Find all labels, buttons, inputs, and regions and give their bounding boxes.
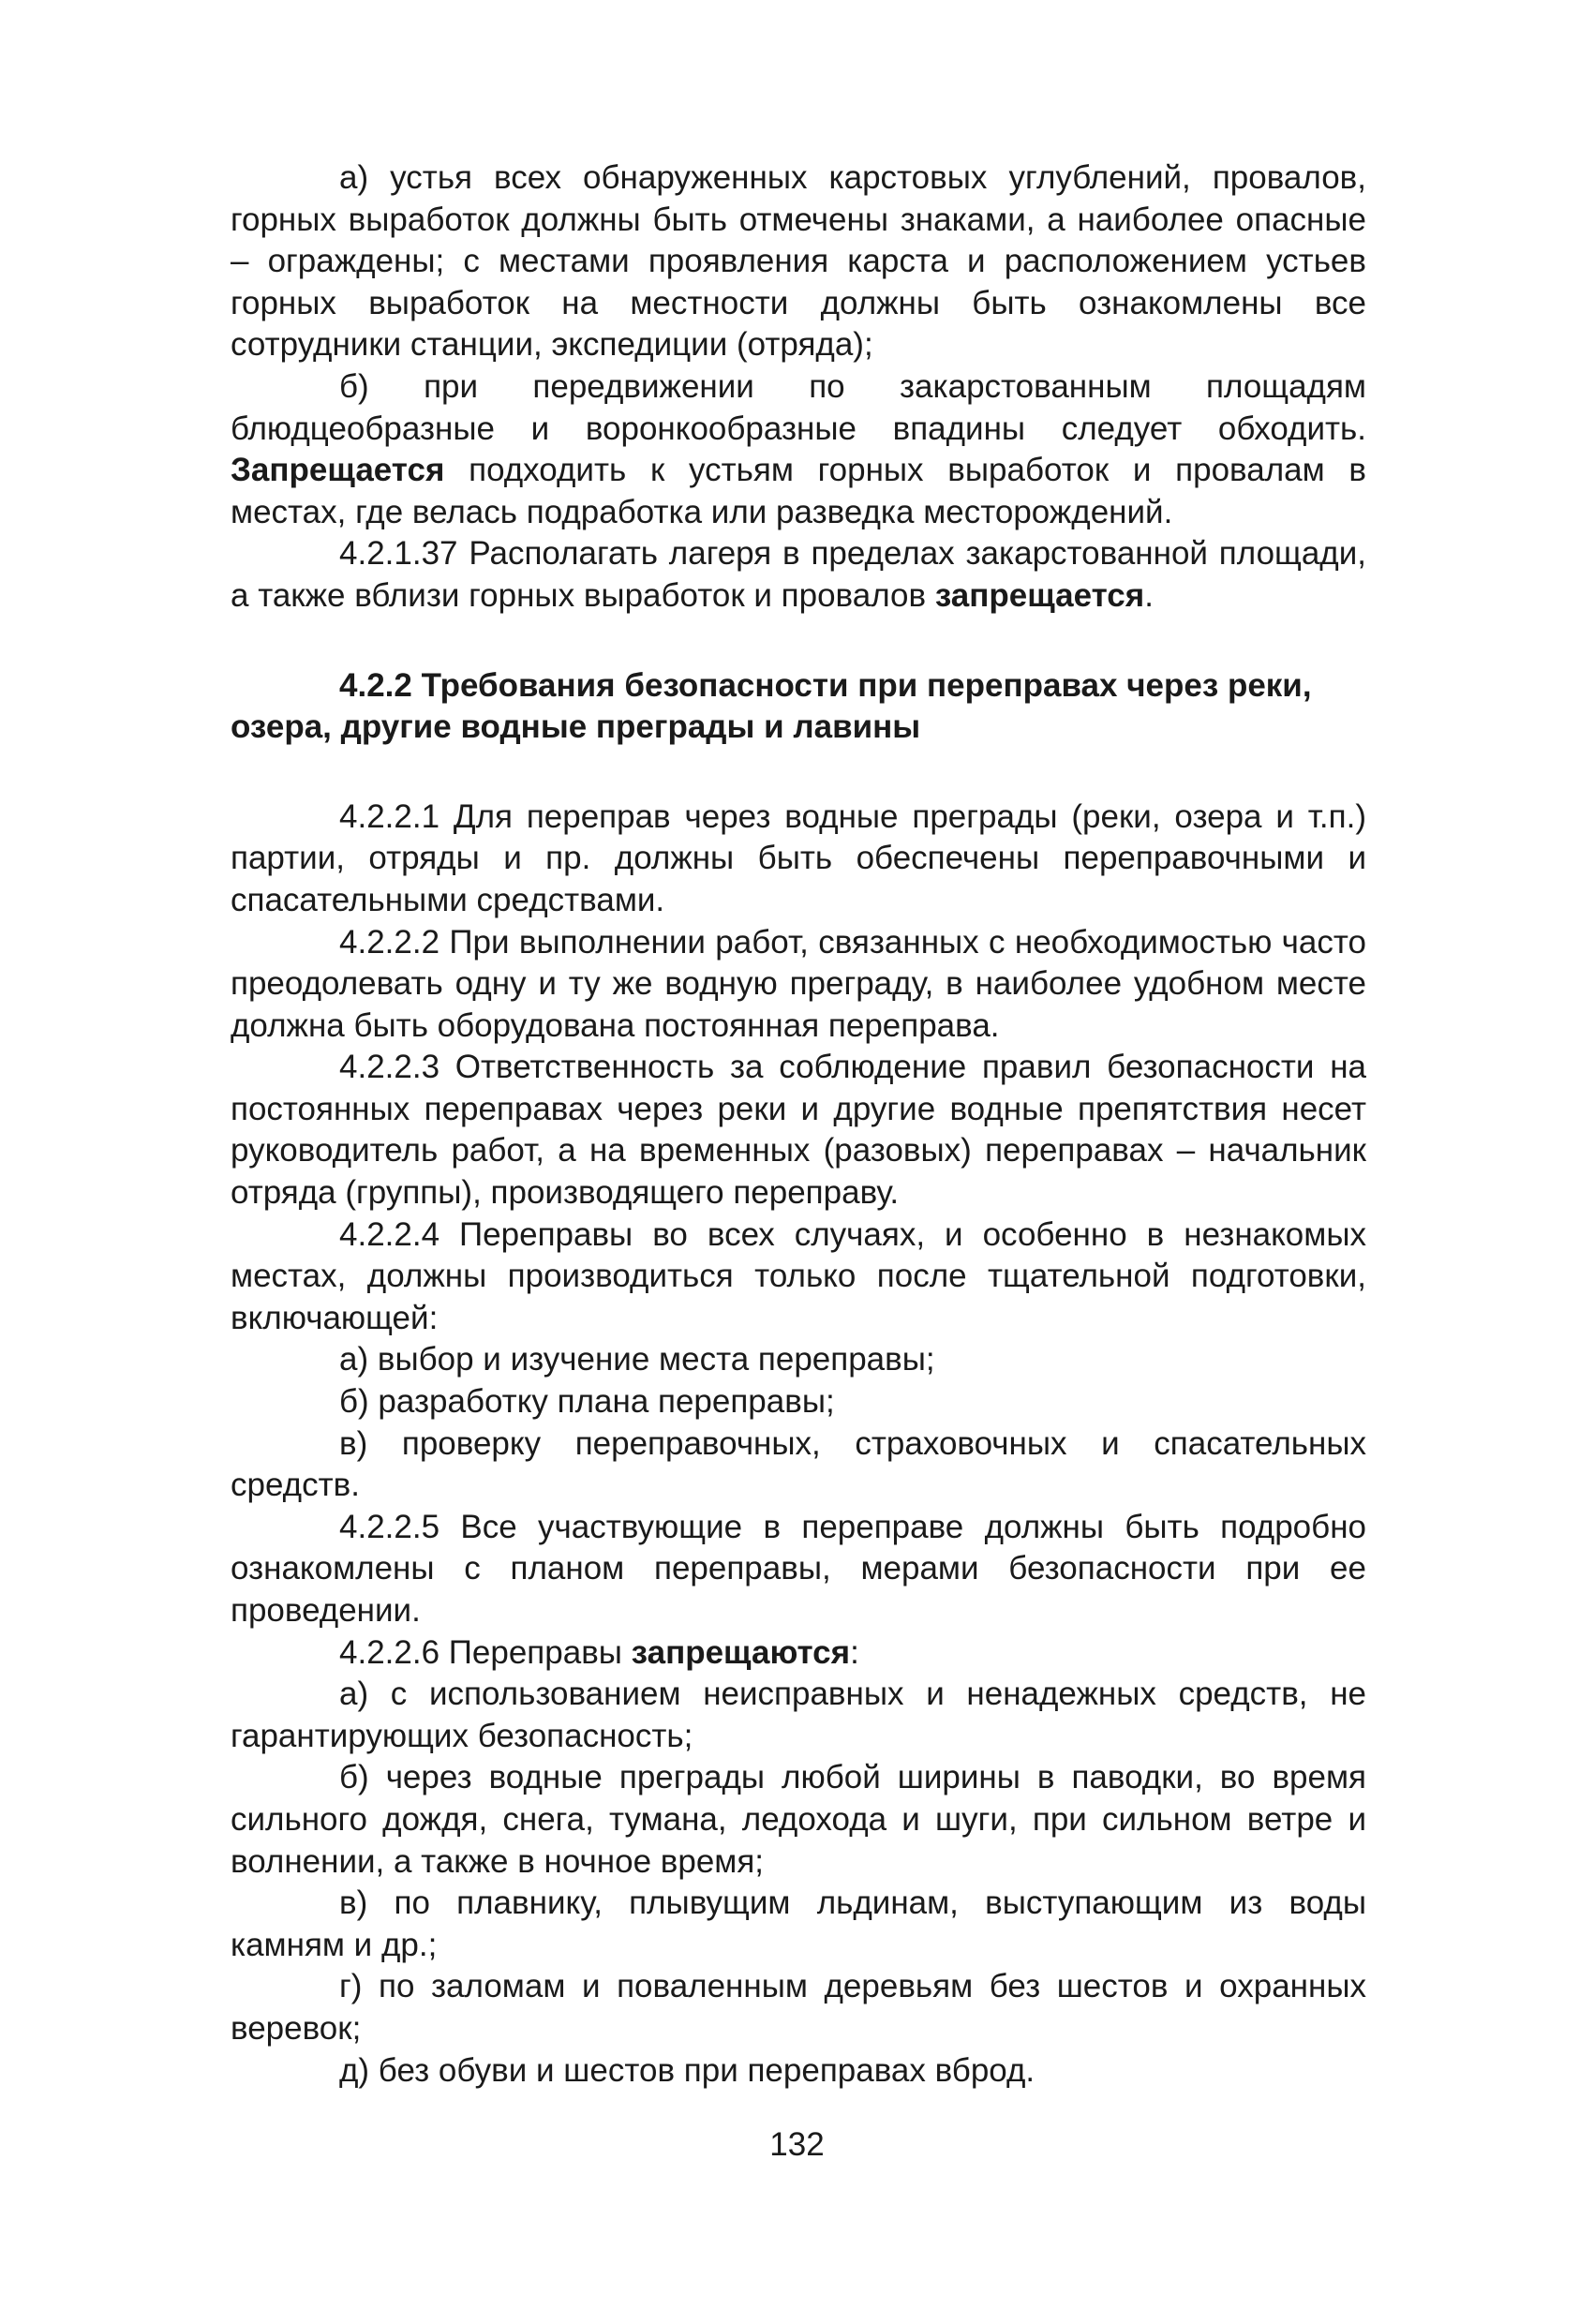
paragraph-4-2-2-6: 4.2.2.6 Переправы запрещаются: xyxy=(339,1633,859,1671)
paragraph-karst-b: б) при передвижении по закарстованным площадям блюдцеобразные и воронкообразные впадины следует обходить. Запрещается подходить к устьям горных выработок и провалам в местах, где велась подработка или разведка месторождений. xyxy=(231,367,1366,530)
emphasis-forbidden: Запрещается xyxy=(231,452,445,489)
paragraph-4-2-2-1: 4.2.2.1 Для переправ через водные преграды (реки, озера и т.п.) партии, отряды и пр. должны быть обеспечены переправочными и спасательными средствами. xyxy=(231,797,1366,918)
paragraph-4-2-1-37: 4.2.1.37 Располагать лагеря в пределах закарстованной площади, а также вблизи горных выработок и провалов запрещается. xyxy=(231,535,1366,614)
document-page xyxy=(231,157,1366,2092)
list-item-b-weather: б) через водные преграды любой ширины в паводки, во время сильного дождя, снега, тумана, ледохода и шуги, при сильном ветре и волнении, а также в ночное время; xyxy=(231,1759,1366,1880)
list-item-a-faulty: а) с использованием неисправных и ненадежных средств, не гарантирующих безопасность; xyxy=(231,1676,1366,1754)
paragraph-4-2-2-2: 4.2.2.2 При выполнении работ, связанных с необходимостью часто преодолевать одну и ту же водную преграду, в наиболее удобном месте должна быть оборудована постоянная переправа. xyxy=(231,923,1366,1044)
list-item-v-check: в) проверку переправочных, страховочных и спасательных средств. xyxy=(231,1424,1366,1504)
paragraph-4-2-2-5: 4.2.2.5 Все участвующие в переправе должны быть подробно ознакомлены с планом переправы, мерами безопасности при ее проведении. xyxy=(231,1508,1366,1629)
paragraph-karst-a: а) устья всех обнаруженных карстовых углублений, провалов, горных выработок должны быть отмечены знаками, а наиболее опасные – ограждены; с местами проявления карста и расположением устьев горных выработок на местности должны быть ознакомлены все сотрудники станции, экспедиции (отряда); xyxy=(231,159,1366,364)
list-item-d-ford: д) без обуви и шестов при переправах вброд. xyxy=(339,2051,1035,2089)
list-item-b-plan: б) разработку плана переправы; xyxy=(339,1383,835,1421)
emphasis-forbidden: запрещаются xyxy=(631,1633,851,1671)
paragraph-4-2-2-4: 4.2.2.4 Переправы во всех случаях, и особенно в незнакомых местах, должны производиться только после тщательной подготовки, включающей: xyxy=(231,1215,1366,1336)
list-item-g-logs: г) по заломам и поваленным деревьям без шестов и охранных веревок; xyxy=(231,1968,1366,2047)
list-item-a-site: а) выбор и изучение места переправы; xyxy=(339,1341,935,1378)
paragraph-4-2-2-3: 4.2.2.3 Ответственность за соблюдение правил безопасности на постоянных переправах через реки и другие водные препятствия несет руководитель работ, а на временных (разовых) переправах – начальник отряда (группы), производящего переправу. xyxy=(231,1049,1366,1212)
section-heading-4-2-2: 4.2.2 Требования безопасности при переправах через реки, озера, другие водные преграды и лавины xyxy=(231,666,1312,746)
emphasis-forbidden: запрещается xyxy=(934,576,1145,614)
page-number: 132 xyxy=(769,2126,825,2163)
list-item-v-ice: в) по плавнику, плывущим льдинам, выступающим из воды камням и др.; xyxy=(231,1885,1366,1963)
heading-spacer xyxy=(231,749,1366,797)
